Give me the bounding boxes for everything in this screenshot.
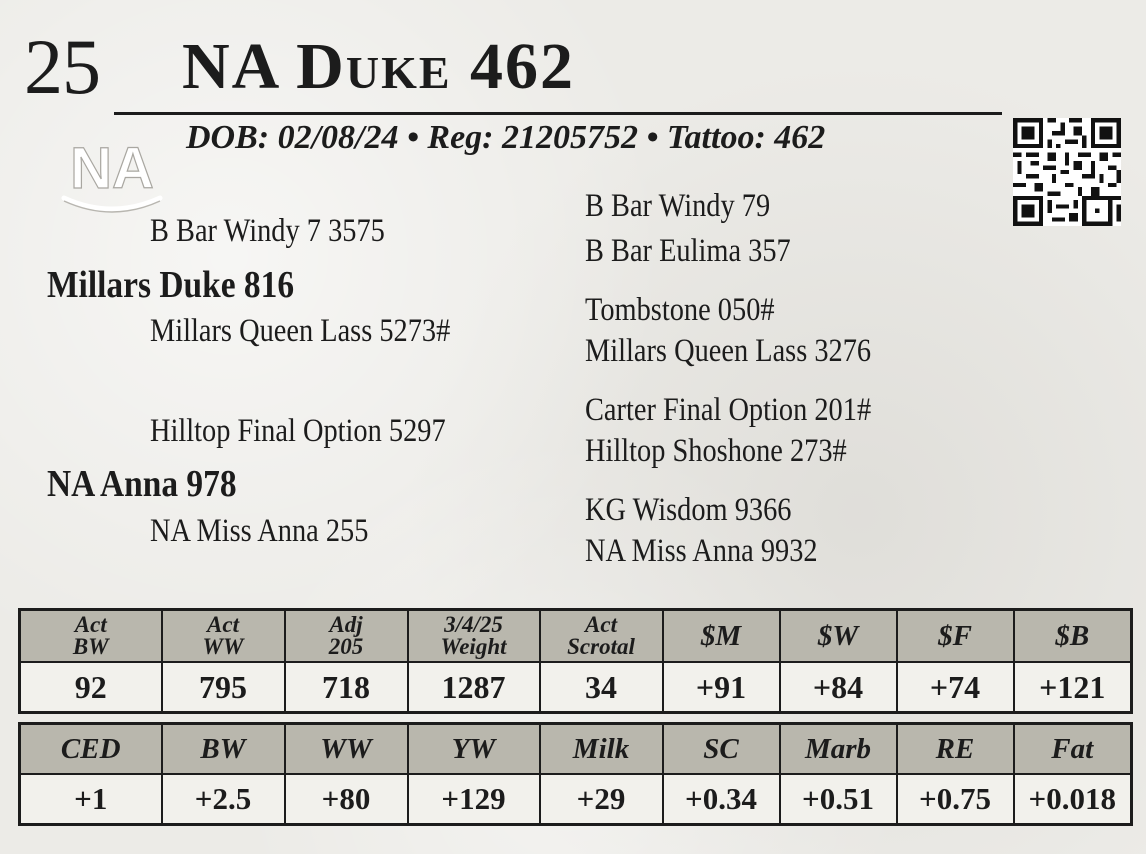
performance-header-row: [20, 610, 1132, 663]
header-act-bw: Act BW: [20, 610, 162, 663]
header-re: RE: [897, 724, 1014, 775]
value-yw: +129: [408, 774, 540, 825]
header-w-index: $W: [780, 610, 897, 663]
gg-dam-4: NA Miss Anna 9932: [585, 533, 818, 569]
header-milk: Milk: [540, 724, 663, 775]
header-weight: 3/4/25 Weight: [408, 610, 540, 663]
performance-value-row: [20, 662, 1132, 713]
header-ced: CED: [20, 724, 162, 775]
value-b-index: +121: [1014, 662, 1132, 713]
qr-code-icon[interactable]: [1013, 118, 1121, 226]
value-f-index: +74: [897, 662, 1014, 713]
gg-sire-2: Tombstone 050#: [585, 292, 775, 328]
header-act-scrotal: Act Scrotal: [540, 610, 663, 663]
value-m-index: +91: [663, 662, 780, 713]
header-m-index: $M: [663, 610, 780, 663]
sire: Millars Duke 816: [47, 264, 295, 306]
value-weight: 1287: [408, 662, 540, 713]
header-marb: Marb: [780, 724, 897, 775]
value-adj-205: 718: [285, 662, 408, 713]
value-milk: +29: [540, 774, 663, 825]
value-ww: +80: [285, 774, 408, 825]
header-sc: SC: [663, 724, 780, 775]
header-ww: WW: [285, 724, 408, 775]
value-re: +0.75: [897, 774, 1014, 825]
value-act-ww: 795: [162, 662, 285, 713]
gg-sire-3: Carter Final Option 201#: [585, 392, 872, 428]
gg-sire-4: KG Wisdom 9366: [585, 492, 792, 528]
sire-dam: Millars Queen Lass 5273#: [150, 313, 451, 349]
value-act-bw: 92: [20, 662, 162, 713]
registration-info: DOB: 02/08/24 • Reg: 21205752 • Tattoo: 462: [186, 119, 826, 156]
value-w-index: +84: [780, 662, 897, 713]
dam: NA Anna 978: [47, 463, 237, 505]
header-adj-205: Adj 205: [285, 610, 408, 663]
na-logo-icon: [58, 128, 166, 214]
animal-name: NA Duke 462: [182, 30, 576, 103]
value-marb: +0.51: [780, 774, 897, 825]
gg-dam-2: Millars Queen Lass 3276: [585, 333, 872, 369]
logo-text: NA: [70, 136, 154, 201]
header-act-ww: Act WW: [162, 610, 285, 663]
performance-table: [18, 608, 1133, 714]
value-act-scrotal: 34: [540, 662, 663, 713]
header-fat: Fat: [1014, 724, 1132, 775]
dam-sire: Hilltop Final Option 5297: [150, 413, 446, 449]
sire-sire: B Bar Windy 7 3575: [150, 213, 385, 249]
dam-dam: NA Miss Anna 255: [150, 513, 369, 549]
epd-table: [18, 722, 1133, 826]
lot-number: 25: [24, 23, 100, 110]
epd-header-row: [20, 724, 1132, 775]
value-sc: +0.34: [663, 774, 780, 825]
value-bw: +2.5: [162, 774, 285, 825]
gg-dam-1: B Bar Eulima 357: [585, 233, 791, 269]
gg-sire-1: B Bar Windy 79: [585, 188, 771, 224]
header-b-index: $B: [1014, 610, 1132, 663]
value-ced: +1: [20, 774, 162, 825]
title-divider: [114, 112, 1002, 115]
header-bw: BW: [162, 724, 285, 775]
epd-value-row: [20, 774, 1132, 825]
gg-dam-3: Hilltop Shoshone 273#: [585, 433, 847, 469]
header-f-index: $F: [897, 610, 1014, 663]
value-fat: +0.018: [1014, 774, 1132, 825]
header-yw: YW: [408, 724, 540, 775]
